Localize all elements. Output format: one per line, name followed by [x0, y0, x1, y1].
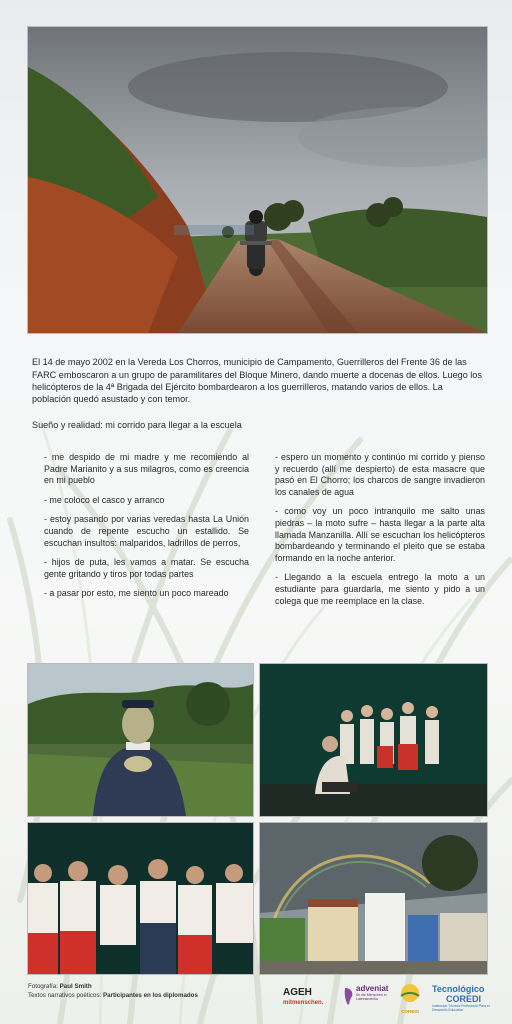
poem-verse: - me despido de mi madre y me recomiendo al Padre Marianito y a sus milagros, como es creencia en mi pueblo — [44, 452, 249, 486]
adveniat-logo: adveniat für die Menschen in Lateinamerika — [342, 984, 392, 1001]
map-icon — [342, 986, 356, 1006]
poem-right-column — [275, 452, 485, 615]
photo-theatre-performance — [259, 663, 488, 817]
poem-verse: - espero un momento y continúo mi corrido y pienso y recuerdo (allí me despierto) de esta masacre que pasó en El Chorro; los charcos de sangre invadieron los canales de agua — [275, 452, 485, 497]
intro-paragraph: El 14 de mayo 2002 en la Vereda Los Chorros, municipio de Campamento, Guerrilleros del Frente 36 de las FARC emboscaron a un grupo de paramilitares del Bloque Minero, dando muerte a docenas de ellos. Luego los helicópteros de la 4ª Brigada del Ejército bombardearon a los guerrilleros, matando varios de ellos. La población quedó asustado y con temor. — [32, 357, 482, 405]
poem-left-column — [44, 452, 249, 608]
poem-verse: - me coloco el casco y arranco — [44, 494, 165, 505]
photo-village-rainbow — [259, 822, 488, 975]
poem-verse: - como voy un poco intranquilo me salto unas piedras – la moto sufre – hasta llegar a la parte alta llamada Manzanilla. Allí se escuchan los helicópteros bombardeando y terminando el pleito que se estaba formando en la noche anterior. — [275, 506, 485, 563]
sponsor-logos — [0, 980, 512, 1020]
tecnologico-coredi-logo: Tecnológico COREDI Institución Técnica Profesional Para el Desarrollo Educativo — [432, 984, 490, 1012]
ageh-logo: AGEH mitmenschen. — [283, 987, 324, 1006]
photo-priest-statue — [27, 663, 254, 817]
poem-title: Sueño y realidad: mi corrido para llegar a la escuela — [32, 420, 242, 430]
photo-group-singing — [27, 822, 254, 975]
poem-verse: - hijos de puta, les vamos a matar. Se escucha gente gritando y tiros por todas partes — [44, 557, 249, 579]
photo-credit: Fotografía: Paul Smith — [28, 983, 92, 990]
coredi-logo: COREDI — [396, 982, 424, 1014]
poem-verse: - Llegando a la escuela entrego la moto a un estudiante para guardarla, me siento y pido a un colega que me reemplace en la clase. — [275, 572, 485, 606]
poem-verse: - a pasar por esto, me siento un poco mareado — [44, 588, 229, 599]
sun-emblem-icon — [396, 982, 424, 1004]
hero-photo-motorcycle-road — [27, 26, 488, 334]
text-credit: Textos narrativos poéticos: Participantes en los diplomados — [28, 992, 198, 999]
poem-verse: - estoy pasando por varias veredas hasta La Unión cuando de repente escucho un estallido. Se escuchan insultos: malparidos, ladrillos de perros, — [44, 514, 249, 548]
